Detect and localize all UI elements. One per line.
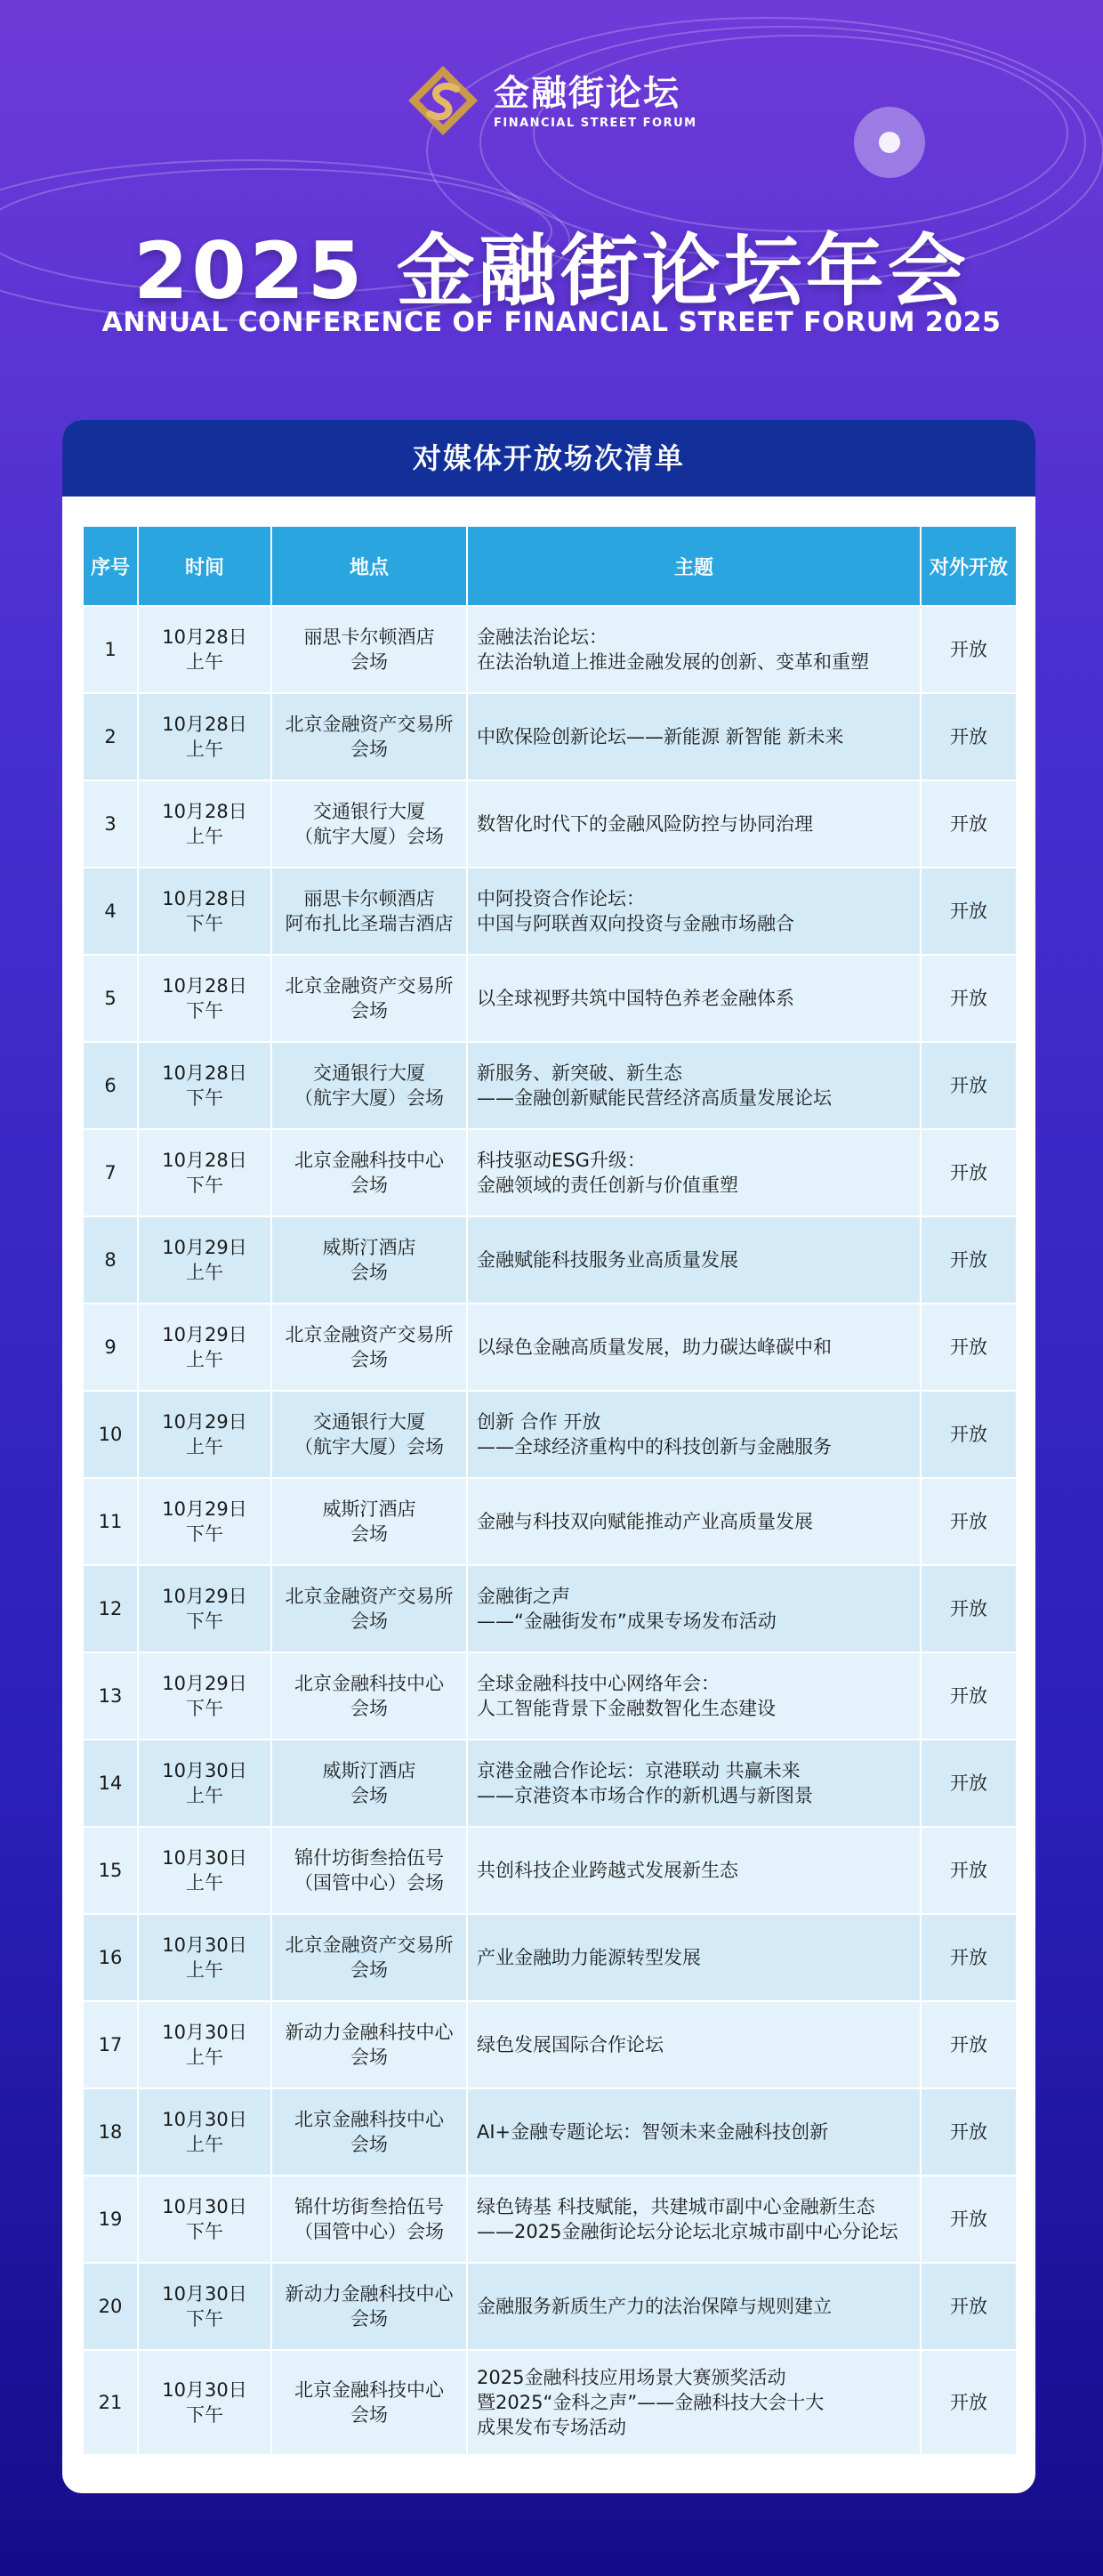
media-schedule-card — [62, 420, 1035, 2493]
cell-open: 开放 — [921, 606, 1017, 693]
cell-open: 开放 — [921, 1914, 1017, 2001]
cell-topic: 以绿色金融高质量发展，助力碳达峰碳中和 — [467, 1304, 921, 1391]
table-row — [83, 1827, 1017, 1914]
column-header-place: 地点 — [271, 526, 467, 606]
cell-open: 开放 — [921, 2350, 1017, 2455]
cell-open: 开放 — [921, 1129, 1017, 1216]
cell-time: 10月29日 下午 — [138, 1565, 271, 1652]
cell-place: 交通银行大厦 （航宇大厦）会场 — [271, 1391, 467, 1478]
cell-place: 北京金融资产交易所 会场 — [271, 955, 467, 1042]
cell-open: 开放 — [921, 1304, 1017, 1391]
cell-place: 锦什坊街叁拾伍号 （国管中心）会场 — [271, 2176, 467, 2263]
table-row — [83, 868, 1017, 955]
cell-time: 10月28日 上午 — [138, 606, 271, 693]
page-title: 2025 金融街论坛年会 — [133, 225, 970, 317]
table-row — [83, 955, 1017, 1042]
table-row — [83, 1565, 1017, 1652]
cell-place: 北京金融资产交易所 会场 — [271, 693, 467, 780]
cell-open: 开放 — [921, 1478, 1017, 1565]
table-row — [83, 1304, 1017, 1391]
cell-place: 威斯汀酒店 会场 — [271, 1216, 467, 1304]
column-header-topic: 主题 — [467, 526, 921, 606]
cell-place: 丽思卡尔顿酒店 会场 — [271, 606, 467, 693]
cell-topic: 金融法治论坛： 在法治轨道上推进金融发展的创新、变革和重塑 — [467, 606, 921, 693]
cell-topic: 金融服务新质生产力的法治保障与规则建立 — [467, 2263, 921, 2350]
cell-time: 10月30日 上午 — [138, 1740, 271, 1827]
cell-topic: 金融街之声 ——“金融街发布”成果专场发布活动 — [467, 1565, 921, 1652]
cell-no: 15 — [83, 1827, 138, 1914]
table-row — [83, 1740, 1017, 1827]
cell-open: 开放 — [921, 2176, 1017, 2263]
cell-open: 开放 — [921, 1827, 1017, 1914]
cell-topic: 产业金融助力能源转型发展 — [467, 1914, 921, 2001]
cell-no: 7 — [83, 1129, 138, 1216]
cell-place: 北京金融资产交易所 会场 — [271, 1565, 467, 1652]
cell-no: 5 — [83, 955, 138, 1042]
cell-open: 开放 — [921, 868, 1017, 955]
cell-no: 20 — [83, 2263, 138, 2350]
cell-no: 19 — [83, 2176, 138, 2263]
schedule-heading: 对媒体开放场次清单 — [62, 420, 1035, 497]
table-row — [83, 1042, 1017, 1129]
cell-no: 10 — [83, 1391, 138, 1478]
cell-open: 开放 — [921, 1216, 1017, 1304]
cell-time: 10月30日 上午 — [138, 1914, 271, 2001]
cell-place: 北京金融资产交易所 会场 — [271, 1304, 467, 1391]
table-row — [83, 2176, 1017, 2263]
cell-place: 威斯汀酒店 会场 — [271, 1740, 467, 1827]
cell-place: 北京金融科技中心 会场 — [271, 1652, 467, 1740]
cell-place: 锦什坊街叁拾伍号 （国管中心）会场 — [271, 1827, 467, 1914]
cell-topic: 中欧保险创新论坛——新能源 新智能 新未来 — [467, 693, 921, 780]
table-row — [83, 606, 1017, 693]
cell-no: 4 — [83, 868, 138, 955]
cell-time: 10月30日 上午 — [138, 2088, 271, 2176]
cell-open: 开放 — [921, 955, 1017, 1042]
forum-logo-icon — [405, 62, 481, 139]
cell-open: 开放 — [921, 1042, 1017, 1129]
cell-time: 10月29日 上午 — [138, 1391, 271, 1478]
table-row — [83, 1914, 1017, 2001]
cell-no: 3 — [83, 780, 138, 868]
cell-topic: 2025金融科技应用场景大赛颁奖活动 暨2025“金科之声”——金融科技大会十大 成果发布专场活动 — [467, 2350, 921, 2455]
cell-topic: 中阿投资合作论坛： 中国与阿联酋双向投资与金融市场融合 — [467, 868, 921, 955]
column-header-open: 对外开放 — [921, 526, 1017, 606]
cell-topic: 金融赋能科技服务业高质量发展 — [467, 1216, 921, 1304]
cell-time: 10月28日 上午 — [138, 693, 271, 780]
cell-open: 开放 — [921, 1391, 1017, 1478]
page-subtitle: ANNUAL CONFERENCE OF FINANCIAL STREET FORUM 2025 — [101, 307, 1002, 338]
cell-open: 开放 — [921, 1565, 1017, 1652]
table-header-row — [83, 526, 1017, 606]
cell-time: 10月28日 上午 — [138, 780, 271, 868]
cell-time: 10月28日 下午 — [138, 1042, 271, 1129]
cell-no: 11 — [83, 1478, 138, 1565]
cell-place: 北京金融科技中心 会场 — [271, 2350, 467, 2455]
cell-no: 16 — [83, 1914, 138, 2001]
table-row — [83, 1391, 1017, 1478]
cell-topic: 以全球视野共筑中国特色养老金融体系 — [467, 955, 921, 1042]
cell-topic: 京港金融合作论坛：京港联动 共赢未来 ——京港资本市场合作的新机遇与新图景 — [467, 1740, 921, 1827]
cell-topic: 共创科技企业跨越式发展新生态 — [467, 1827, 921, 1914]
table-row — [83, 1652, 1017, 1740]
cell-place: 新动力金融科技中心 会场 — [271, 2001, 467, 2088]
cell-open: 开放 — [921, 1652, 1017, 1740]
cell-no: 1 — [83, 606, 138, 693]
cell-no: 8 — [83, 1216, 138, 1304]
column-header-no: 序号 — [83, 526, 138, 606]
cell-open: 开放 — [921, 1740, 1017, 1827]
cell-time: 10月29日 上午 — [138, 1304, 271, 1391]
cell-time: 10月29日 下午 — [138, 1478, 271, 1565]
cell-open: 开放 — [921, 2263, 1017, 2350]
cell-time: 10月29日 上午 — [138, 1216, 271, 1304]
cell-time: 10月30日 上午 — [138, 2001, 271, 2088]
logo-chinese-name: 金融街论坛 — [494, 72, 680, 114]
background-swirl — [0, 0, 1103, 409]
cell-no: 6 — [83, 1042, 138, 1129]
cell-place: 北京金融资产交易所 会场 — [271, 1914, 467, 2001]
cell-topic: AI+金融专题论坛：智领未来金融科技创新 — [467, 2088, 921, 2176]
table-row — [83, 1129, 1017, 1216]
cell-topic: 全球金融科技中心网络年会： 人工智能背景下金融数智化生态建设 — [467, 1652, 921, 1740]
table-row — [83, 2088, 1017, 2176]
cell-topic: 金融与科技双向赋能推动产业高质量发展 — [467, 1478, 921, 1565]
table-row — [83, 2350, 1017, 2455]
table-row — [83, 2263, 1017, 2350]
cell-time: 10月30日 下午 — [138, 2176, 271, 2263]
cell-place: 北京金融科技中心 会场 — [271, 2088, 467, 2176]
cell-place: 丽思卡尔顿酒店 阿布扎比圣瑞吉酒店 — [271, 868, 467, 955]
table-row — [83, 693, 1017, 780]
cell-place: 交通银行大厦 （航宇大厦）会场 — [271, 1042, 467, 1129]
cell-no: 12 — [83, 1565, 138, 1652]
cell-time: 10月29日 下午 — [138, 1652, 271, 1740]
cell-open: 开放 — [921, 693, 1017, 780]
table-row — [83, 2001, 1017, 2088]
table-row — [83, 780, 1017, 868]
cell-time: 10月30日 下午 — [138, 2350, 271, 2455]
table-row — [83, 1216, 1017, 1304]
cell-place: 北京金融科技中心 会场 — [271, 1129, 467, 1216]
cell-place: 交通银行大厦 （航宇大厦）会场 — [271, 780, 467, 868]
schedule-table — [82, 525, 1018, 2456]
cell-topic: 绿色铸基 科技赋能，共建城市副中心金融新生态 ——2025金融街论坛分论坛北京城市副中心分论坛 — [467, 2176, 921, 2263]
cell-topic: 科技驱动ESG升级： 金融领域的责任创新与价值重塑 — [467, 1129, 921, 1216]
cell-time: 10月30日 下午 — [138, 2263, 271, 2350]
forum-logo — [405, 62, 697, 139]
cell-topic: 新服务、新突破、新生态 ——金融创新赋能民营经济高质量发展论坛 — [467, 1042, 921, 1129]
cell-no: 18 — [83, 2088, 138, 2176]
cell-no: 9 — [83, 1304, 138, 1391]
cell-no: 2 — [83, 693, 138, 780]
cell-place: 威斯汀酒店 会场 — [271, 1478, 467, 1565]
cell-open: 开放 — [921, 2001, 1017, 2088]
cell-no: 13 — [83, 1652, 138, 1740]
cell-topic: 绿色发展国际合作论坛 — [467, 2001, 921, 2088]
cell-time: 10月28日 下午 — [138, 868, 271, 955]
logo-english-name: FINANCIAL STREET FORUM — [494, 116, 697, 130]
cell-open: 开放 — [921, 780, 1017, 868]
cell-time: 10月28日 下午 — [138, 1129, 271, 1216]
cell-time: 10月30日 上午 — [138, 1827, 271, 1914]
cell-no: 21 — [83, 2350, 138, 2455]
table-row — [83, 1478, 1017, 1565]
cell-open: 开放 — [921, 2088, 1017, 2176]
cell-topic: 数智化时代下的金融风险防控与协同治理 — [467, 780, 921, 868]
cell-no: 17 — [83, 2001, 138, 2088]
column-header-time: 时间 — [138, 526, 271, 606]
cell-topic: 创新 合作 开放 ——全球经济重构中的科技创新与金融服务 — [467, 1391, 921, 1478]
cell-time: 10月28日 下午 — [138, 955, 271, 1042]
cell-no: 14 — [83, 1740, 138, 1827]
cell-place: 新动力金融科技中心 会场 — [271, 2263, 467, 2350]
